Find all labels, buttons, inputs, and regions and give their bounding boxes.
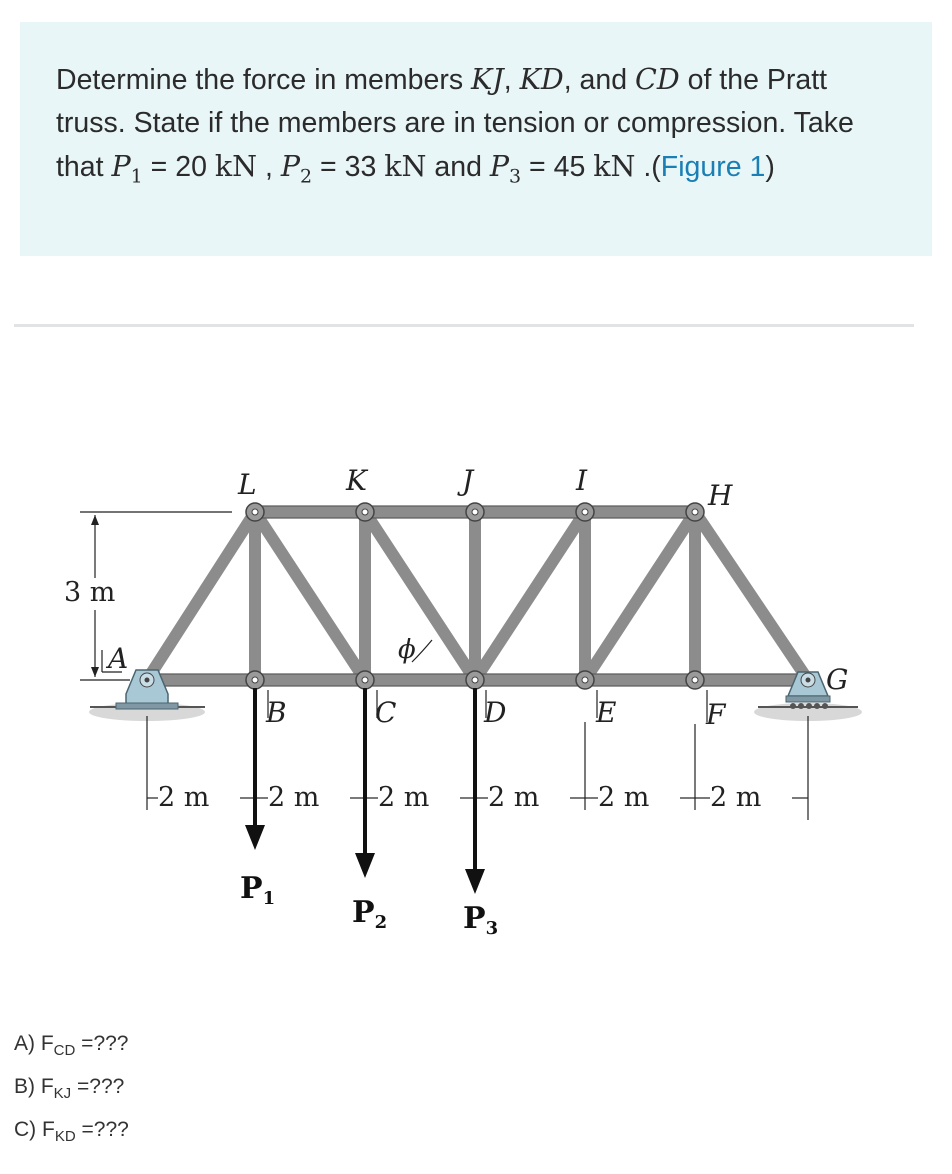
span-label-6: 2 m xyxy=(710,782,762,813)
member-di xyxy=(475,512,585,680)
node-label-a: A xyxy=(108,642,129,675)
span-label-1: 2 m xyxy=(158,782,210,813)
svg-text:ϕ: ϕ xyxy=(398,635,416,665)
node-label-e: E xyxy=(596,696,617,729)
member-kd xyxy=(365,512,475,680)
node-label-f: F xyxy=(706,698,726,731)
node-label-c: C xyxy=(375,696,397,729)
load-arrows xyxy=(255,688,475,872)
span-label-4: 2 m xyxy=(488,782,540,813)
member-lc xyxy=(255,512,365,680)
node-label-d: D xyxy=(484,696,507,729)
member-cd-symbol: CD xyxy=(635,63,680,96)
load-label-p2: $P_2$ xyxy=(352,895,388,933)
member-eh xyxy=(585,512,695,680)
span-dimension xyxy=(147,716,808,820)
figure-link[interactable]: Figure 1 xyxy=(660,151,766,183)
span-label-2: 2 m xyxy=(268,782,320,813)
question-b: B) $F_{KJ}$ =??? xyxy=(14,1075,125,1102)
load-label-p3: $P_3$ xyxy=(463,901,499,939)
truss-members xyxy=(147,512,808,680)
member-kd-symbol: KD xyxy=(519,63,564,96)
node-label-k: K xyxy=(346,464,367,497)
member-hg xyxy=(695,512,808,680)
problem-text: Determine the force in members KJ, KD, and CD of the Pratt truss. State if the members are in tension or compression. Take that $P_1 = 20$ kN , $P_2 = 33$ kN and $P_3 = 45$ kN .(Figure 1) xyxy=(56,63,854,188)
question-c: C) $F_{KD}$ =??? xyxy=(14,1118,129,1145)
node-label-l: L xyxy=(238,468,257,501)
node-label-h: H xyxy=(708,479,733,512)
member-kj-symbol: KJ xyxy=(471,63,504,96)
height-label: 3 m xyxy=(64,577,116,608)
node-label-j: J xyxy=(462,464,474,497)
angle-phi xyxy=(398,635,432,665)
node-label-b: B xyxy=(266,696,287,729)
node-label-g: G xyxy=(826,663,849,696)
span-label-5: 2 m xyxy=(598,782,650,813)
load-label-p1: $P_1$ xyxy=(240,871,276,909)
question-a: A) $F_{CD}$ =??? xyxy=(14,1032,129,1059)
node-label-i: I xyxy=(576,464,588,497)
span-label-3: 2 m xyxy=(378,782,430,813)
member-al xyxy=(147,512,255,680)
questions-list xyxy=(14,1026,129,1155)
